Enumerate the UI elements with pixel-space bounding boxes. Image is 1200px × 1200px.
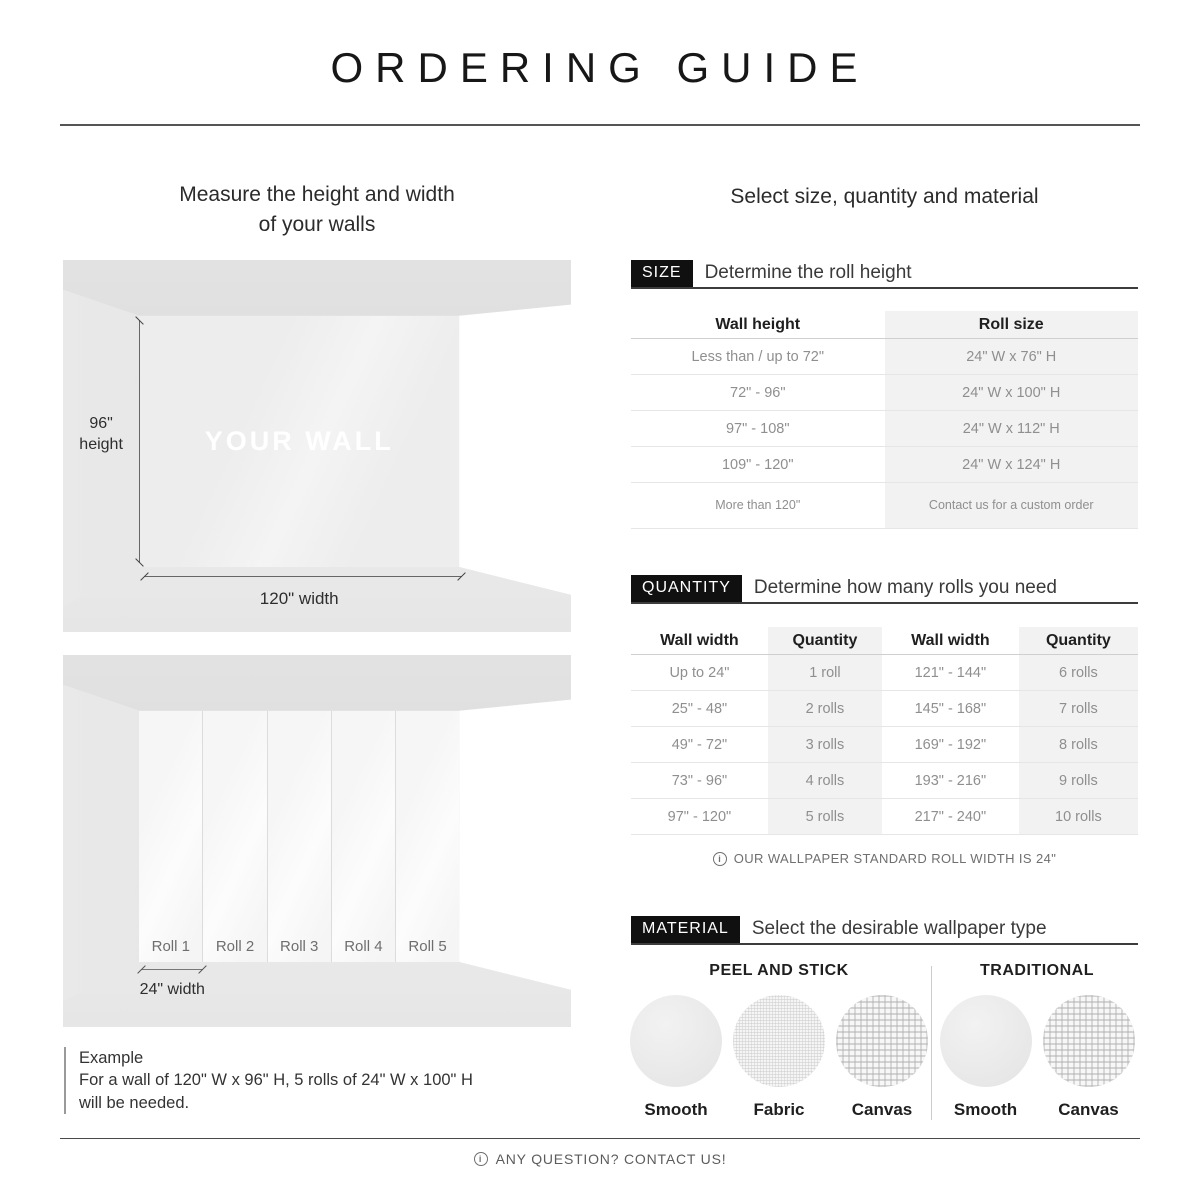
- measure-heading-line1: Measure the height and width: [179, 183, 455, 206]
- info-icon: i: [474, 1152, 488, 1166]
- material-option: [938, 995, 1034, 1120]
- swatch-label: Smooth: [953, 1100, 1018, 1119]
- qty-col-header: Wall width: [631, 627, 768, 655]
- select-heading: Select size, quantity and material: [730, 185, 1039, 208]
- size-row-wall-height: 72" - 96": [631, 375, 885, 411]
- qty-rolls: 9 rolls: [1019, 763, 1138, 799]
- size-badge: SIZE: [631, 260, 693, 287]
- page-footer: [0, 1138, 1200, 1167]
- qty-col-header: Wall width: [882, 627, 1019, 655]
- quantity-table: [631, 627, 1138, 835]
- qty-wall-width: 97" - 120": [631, 799, 768, 835]
- roll-label: Roll 3: [280, 937, 319, 955]
- size-table: [631, 311, 1138, 529]
- smooth-texture-swatch: [630, 995, 722, 1087]
- qty-wall-width: 121" - 144": [882, 655, 1019, 691]
- roll-width-note: [631, 851, 1138, 866]
- material-description: Select the desirable wallpaper type: [751, 918, 1047, 939]
- qty-rolls: 3 rolls: [768, 727, 882, 763]
- size-col-header: Roll size: [885, 311, 1139, 339]
- qty-rolls: 4 rolls: [768, 763, 882, 799]
- size-row-roll-size: 24" W x 124" H: [885, 447, 1139, 483]
- size-row-roll-size: Contact us for a custom order: [885, 483, 1139, 529]
- height-dimension-line: [139, 320, 140, 564]
- height-word: height: [79, 436, 123, 454]
- size-row-wall-height: Less than / up to 72": [631, 339, 885, 375]
- roll-label: Roll 1: [151, 937, 190, 955]
- wall-measurement-illustration: [63, 260, 571, 632]
- width-dimension-label: 120" width: [259, 589, 339, 609]
- peel-and-stick-group: [631, 962, 927, 1120]
- canvas-texture-swatch: [836, 995, 928, 1087]
- contact-note-text: ANY QUESTION? CONTACT US!: [495, 1151, 727, 1167]
- height-value: 96": [89, 414, 113, 432]
- size-row-wall-height: More than 120": [631, 483, 885, 529]
- size-row-wall-height: 97" - 108": [631, 411, 885, 447]
- qty-col-header: Quantity: [768, 627, 882, 655]
- material-badge: MATERIAL: [631, 916, 740, 943]
- quantity-section-header: [631, 575, 1138, 604]
- roll-width-note-text: OUR WALLPAPER STANDARD ROLL WIDTH IS 24": [733, 851, 1057, 866]
- qty-wall-width: 25" - 48": [631, 691, 768, 727]
- qty-wall-width: 217" - 240": [882, 799, 1019, 835]
- roll-label: Roll 5: [408, 937, 447, 955]
- quantity-badge: QUANTITY: [631, 575, 742, 602]
- example-line1: For a wall of 120" W x 96" H, 5 rolls of 24" W x 100" H: [79, 1071, 473, 1090]
- roll-panel: [332, 711, 396, 962]
- peel-and-stick-label: PEEL AND STICK: [709, 962, 849, 979]
- your-wall-label: YOUR WALL: [204, 425, 394, 456]
- measure-heading: [63, 180, 571, 260]
- qty-rolls: 5 rolls: [768, 799, 882, 835]
- contact-note: [0, 1151, 1200, 1167]
- roll-label: Roll 4: [344, 937, 383, 955]
- traditional-label: TRADITIONAL: [980, 962, 1094, 979]
- traditional-swatches: [938, 995, 1137, 1120]
- roll-layout-illustration: [63, 655, 571, 1027]
- material-section-header: [631, 916, 1138, 945]
- traditional-group: [936, 962, 1138, 1120]
- qty-rolls: 7 rolls: [1019, 691, 1138, 727]
- measure-column: [63, 180, 571, 1120]
- size-row-roll-size: 24" W x 76" H: [885, 339, 1139, 375]
- quantity-section: [631, 575, 1138, 866]
- page-title: ORDERING GUIDE: [330, 44, 870, 91]
- size-row-wall-height: 109" - 120": [631, 447, 885, 483]
- roll-label: Roll 2: [215, 937, 255, 955]
- swatch-label: Canvas: [1058, 1100, 1119, 1119]
- qty-wall-width: 49" - 72": [631, 727, 768, 763]
- material-option: [628, 995, 724, 1120]
- footer-divider: [60, 1138, 1140, 1139]
- roll-width-label: 24" width: [139, 980, 205, 998]
- info-icon: i: [713, 852, 727, 866]
- select-column: [631, 180, 1138, 1120]
- height-dimension-label: [68, 413, 134, 456]
- peel-and-stick-swatches: [628, 995, 930, 1120]
- example-note: [64, 1047, 571, 1114]
- canvas-texture-swatch: [1043, 995, 1135, 1087]
- qty-col-header: Quantity: [1019, 627, 1138, 655]
- material-divider: [931, 966, 932, 1120]
- roll-panel: [139, 711, 203, 962]
- smooth-texture-swatch: [940, 995, 1032, 1087]
- swatch-label: Fabric: [753, 1100, 805, 1119]
- qty-wall-width: 145" - 168": [882, 691, 1019, 727]
- material-groups: [631, 962, 1138, 1120]
- roll-panel: [396, 711, 459, 962]
- material-option: [731, 995, 827, 1120]
- size-row-roll-size: 24" W x 100" H: [885, 375, 1139, 411]
- qty-wall-width: Up to 24": [631, 655, 768, 691]
- qty-wall-width: 73" - 96": [631, 763, 768, 799]
- qty-rolls: 2 rolls: [768, 691, 882, 727]
- qty-rolls: 1 roll: [768, 655, 882, 691]
- roll-width-dimension-line: [141, 969, 203, 970]
- qty-rolls: 8 rolls: [1019, 727, 1138, 763]
- quantity-description: Determine how many rolls you need: [753, 577, 1057, 598]
- example-title: Example: [79, 1049, 144, 1067]
- roll-panel: [203, 711, 267, 962]
- size-section-header: [631, 260, 1138, 289]
- qty-rolls: 10 rolls: [1019, 799, 1138, 835]
- qty-rolls: 6 rolls: [1019, 655, 1138, 691]
- swatch-label: Smooth: [644, 1100, 708, 1119]
- example-line2: will be needed.: [79, 1093, 190, 1112]
- swatch-label: Canvas: [851, 1100, 913, 1119]
- title-divider: [60, 124, 1140, 126]
- qty-wall-width: 193" - 216": [882, 763, 1019, 799]
- size-col-header: Wall height: [631, 311, 885, 339]
- content-columns: [0, 180, 1200, 1120]
- material-option: [834, 995, 930, 1120]
- material-section: [631, 916, 1138, 1120]
- material-option: [1041, 995, 1137, 1120]
- size-section: [631, 260, 1138, 529]
- size-description: Determine the roll height: [704, 262, 912, 283]
- roll-panel: [268, 711, 332, 962]
- measure-heading-line2: of your walls: [258, 213, 376, 237]
- qty-wall-width: 169" - 192": [882, 727, 1019, 763]
- fabric-texture-swatch: [733, 995, 825, 1087]
- your-wall-surface: [139, 316, 459, 567]
- width-dimension-line: [144, 576, 462, 577]
- size-row-roll-size: 24" W x 112" H: [885, 411, 1139, 447]
- roll-panels: [139, 711, 459, 962]
